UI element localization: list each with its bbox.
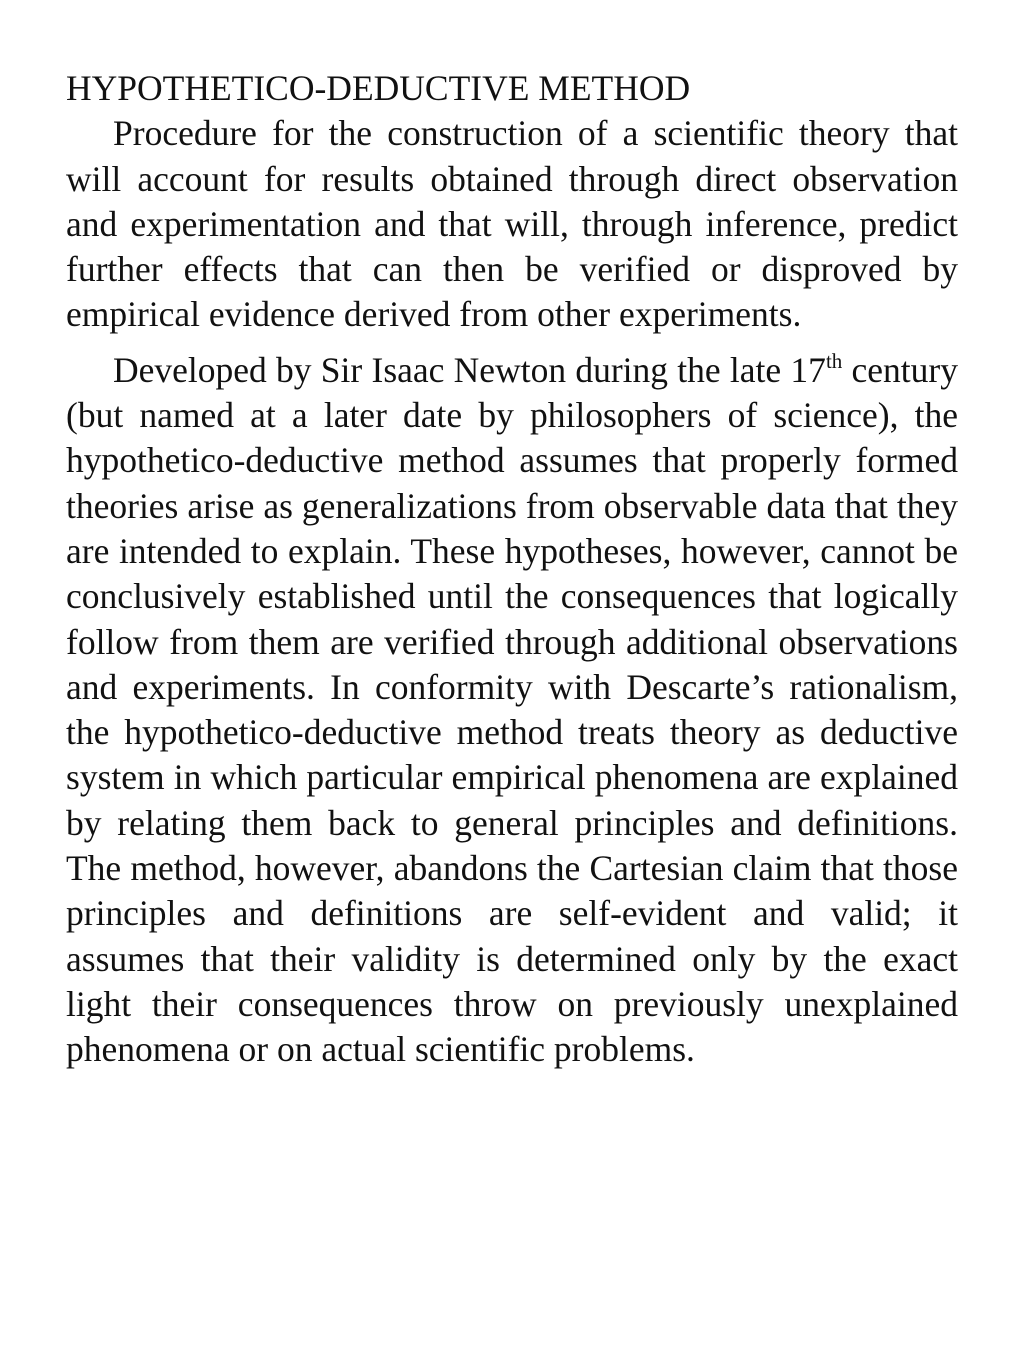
- paragraph-development: [66, 348, 958, 1073]
- paragraph-development-lead: Developed by Sir Isaac Newton during the late 17: [113, 349, 826, 390]
- paragraph-development-body: century (but named at a later date by philosophers of science), the hypothetico-deductive method assumes that properly formed theories arise as generalizations from observable data that they are intended to explain. These hypotheses, however, cannot be conclusively established until the consequences that logically follow from them are verified through additional observations and experiments. In conformity with Descarte’s rationalism, the hypothetico-deductive method treats theory as deductive system in which particular empirical phenomena are explained by relating them back to general principles and definitions. The method, however, abandons the Cartesian claim that those principles and definitions are self-evident and valid; it assumes that their validity is determined only by the exact light their consequences throw on previously unexplained phenomena or on actual scientific problems.: [66, 349, 958, 1070]
- document-heading: HYPOTHETICO-DEDUCTIVE METHOD: [66, 68, 691, 108]
- paragraph-procedure: Procedure for the construction of a scientific theory that will account for results obtained through direct observation and experimentation and that will, through inference, predict further effects that can then be verified or disproved by empirical evidence derived from other experiments.: [66, 113, 958, 335]
- document-page: [66, 66, 958, 1083]
- ordinal-suffix: th: [825, 348, 843, 373]
